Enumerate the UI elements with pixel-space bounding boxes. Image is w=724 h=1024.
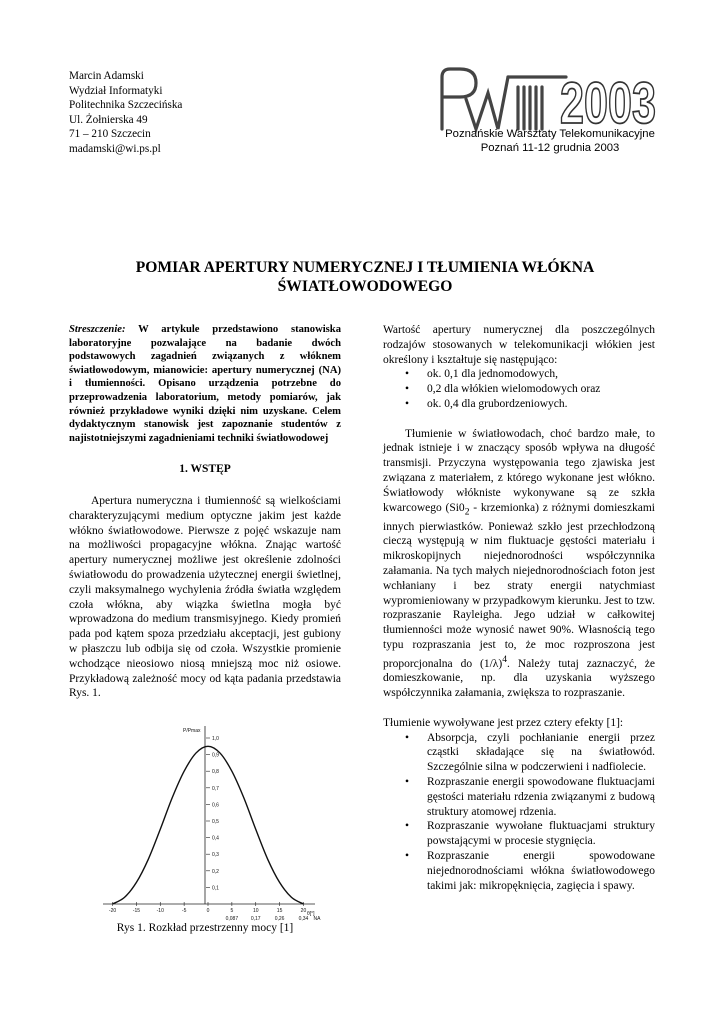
x-tick-label: 15 <box>276 908 283 914</box>
effect-item: • Rozpraszanie energii spowodowane fluktuacjami gęstości materiału rdzenia związanymi z budową struktury atomowej rdzenia. <box>383 775 655 819</box>
y-tick-label: 0,2 <box>212 868 219 875</box>
y-tick-label: 0,1 <box>212 885 219 892</box>
power-distribution-chart <box>95 718 323 924</box>
y-tick-label: 0,9 <box>212 752 219 759</box>
na-list-item: • ok. 0,4 dla grubordzeniowych. <box>383 397 655 412</box>
na-tick-label: 0,26 <box>274 916 285 922</box>
x-tick-label: 5 <box>230 908 234 914</box>
na-tick-label: NA <box>313 916 321 922</box>
x-axis-label: θ[°] <box>307 911 315 917</box>
logo-caption-line2: Poznań 11-12 grudnia 2003 <box>480 142 620 154</box>
figure-caption: Rys 1. Rozkład przestrzenny mocy [1] <box>116 922 294 934</box>
logo-pwt-mark <box>442 69 566 129</box>
na-tick-label: 0,087 <box>225 916 239 922</box>
abstract-text: W artykule przedstawiono stanowiska laboratoryjne pozwalające na badanie dwóch podstawowych zagadnień związanych z włóknem światłowodowym, mianowicie: apertury numerycznej (NA) i tłumienności. Opisano urządzenia potrzebne do przeprowadzenia laboratorium, metody pomiarów, jak również przykładowe wyniki dzięki nim uzyskane. Celem dydaktycznym stanowisk jest zapoznanie studentów z najistotniejszymi zagadnieniami techniki światłowodowej <box>69 324 341 444</box>
na-list-item: • ok. 0,1 dla jednomodowych, <box>383 367 655 382</box>
title-line2: ŚWIATŁOWODOWEGO <box>277 278 453 295</box>
right-column <box>383 323 655 893</box>
y-tick-label: 0,7 <box>212 785 219 792</box>
na-values-list <box>383 367 655 411</box>
author-faculty: Wydział Informatyki <box>69 84 163 97</box>
author-block <box>69 69 182 157</box>
author-university: Politechnika Szczecińska <box>69 99 183 112</box>
x-tick-label: -15 <box>132 908 141 914</box>
lambda-exponent: 4 <box>502 653 507 665</box>
effect-item: • Rozpraszanie wywołane fluktuacjami struktury powstającymi w procesie stygnięcia. <box>383 819 655 849</box>
y-tick-label: 0,8 <box>212 769 219 776</box>
author-email: madamski@wi.ps.pl <box>69 142 161 155</box>
intro-paragraph: Apertura numeryczna i tłumienność są wielkościami charakteryzującymi medium optyczne jakim jest każde włókno światłowodowe. Pierwsze z pojęć wskazuje nam na możliwości propagacyjne włókna. Znając wartość apertury numerycznej możliwe jest określenie zdolności światłowodu do prowadzenia użytecznej energii świetlnej, czyli maksymalnego wychylenia źródła światła względem czoła włókna, aby wiązka świetlna mogła być wprowadzona do medium transmisyjnego. Kiedy promień pada pod kątem spoza przedziału akceptacji, jest gubiony w płaszczu lub odbija się od czoła. Wszystkie promienie wchodzące nieosiowo niosą mniejszą moc niż osiowe. Przykładową zależność mocy od kąta padania przedstawia Rys. 1. <box>69 495 341 700</box>
author-name: Marcin Adamski <box>69 70 144 82</box>
abstract <box>69 323 341 445</box>
attenuation-text-mid: - krzemionka) z różnymi domieszkami innych pierwiastków. Ponieważ szkło jest przechłodzoną cieczą występują w nim fluktuacje gęstości materiału i mikroskopijnych niejednorodności współczynnika załamania. Na tych małych niejednorodnościach foton jest wchłaniany i bez straty energii natychmiast wypromieniowany w przypadkowym kierunku. Jest to tzw. rozpraszanie Rayleigha. Jego udział w całkowitej tłumienności może wynosić nawet 90%. Własnością tego typu rozpraszania jest to, że moc rozproszona jest proporcjonalna do (1/λ) <box>383 501 656 670</box>
na-list-item: • 0,2 dla włókien wielomodowych oraz <box>383 382 655 397</box>
y-tick-label: 1,0 <box>212 736 219 742</box>
y-tick-label: 0,6 <box>212 802 219 809</box>
effect-item: • Absorpcja, czyli pochłanianie energii przez cząstki składające się na światłowód. Szczególnie silna w podczerwieni i nadfiolecie. <box>383 731 655 775</box>
author-city: 71 – 210 Szczecin <box>69 128 151 141</box>
x-tick-label: 10 <box>252 908 259 914</box>
x-tick-label: -5 <box>181 908 187 914</box>
sio2-subscript: 2 <box>464 505 470 517</box>
attenuation-text-end: . Należy tutaj zaznaczyć, że domieszkowanie, np. dla uzyskania wyższego współczynnika załamania, zwiększa to rozpraszanie. <box>383 657 655 700</box>
y-tick-label: 0,3 <box>212 852 219 859</box>
power-curve <box>113 746 304 904</box>
author-street: Ul. Żołnierska 49 <box>69 113 148 126</box>
attenuation-text-start: Tłumienie w światłowodach, choć bardzo małe, to jednak istnieje i w znaczący sposób wpływa na długość transmisji. Przyczyna występowania tego zjawiska jest związana z materiałem, z którego wykonane jest włókno. Światłowody włókniste wykonywane są ze szkła kwarcowego (Si0 <box>383 427 655 514</box>
x-tick-label: 0 <box>206 908 210 914</box>
y-axis-label: P/Pmax <box>183 728 201 734</box>
section-heading: 1. WSTĘP <box>179 463 231 475</box>
logo-year: 2003 <box>560 71 656 135</box>
abstract-label: Streszczenie: <box>69 324 126 335</box>
effects-list <box>383 731 655 894</box>
na-tick-label: 0,17 <box>250 916 261 922</box>
x-tick-label: -20 <box>108 908 117 914</box>
attenuation-paragraph <box>383 427 655 701</box>
y-tick-label: 0,5 <box>212 819 219 825</box>
paper-title <box>60 258 670 296</box>
x-tick-label: -10 <box>156 908 164 914</box>
conference-logo <box>436 65 658 135</box>
x-tick-label: 20 <box>300 908 307 914</box>
effect-item: • Rozpraszanie energii spowodowane niejednorodnościami włókna światłowodowego takimi jak: mikropęknięcia, zagięcia i spawy. <box>383 849 655 893</box>
na-intro-paragraph: Wartość apertury numerycznej dla poszczególnych rodzajów stosowanych w telekomunikacji włókien jest określony i kształtuje się następująco: <box>383 324 655 366</box>
y-tick-label: 0,4 <box>212 835 219 842</box>
title-line1: POMIAR APERTURY NUMERYCZNEJ I TŁUMIENIA WŁÓKNA <box>135 259 595 276</box>
logo-caption-line1: Poznańskie Warsztaty Telekomunikacyjne <box>445 128 655 140</box>
na-tick-label: 0,34 <box>298 916 309 922</box>
effects-intro: Tłumienie wywoływane jest przez cztery efekty [1]: <box>383 716 624 729</box>
